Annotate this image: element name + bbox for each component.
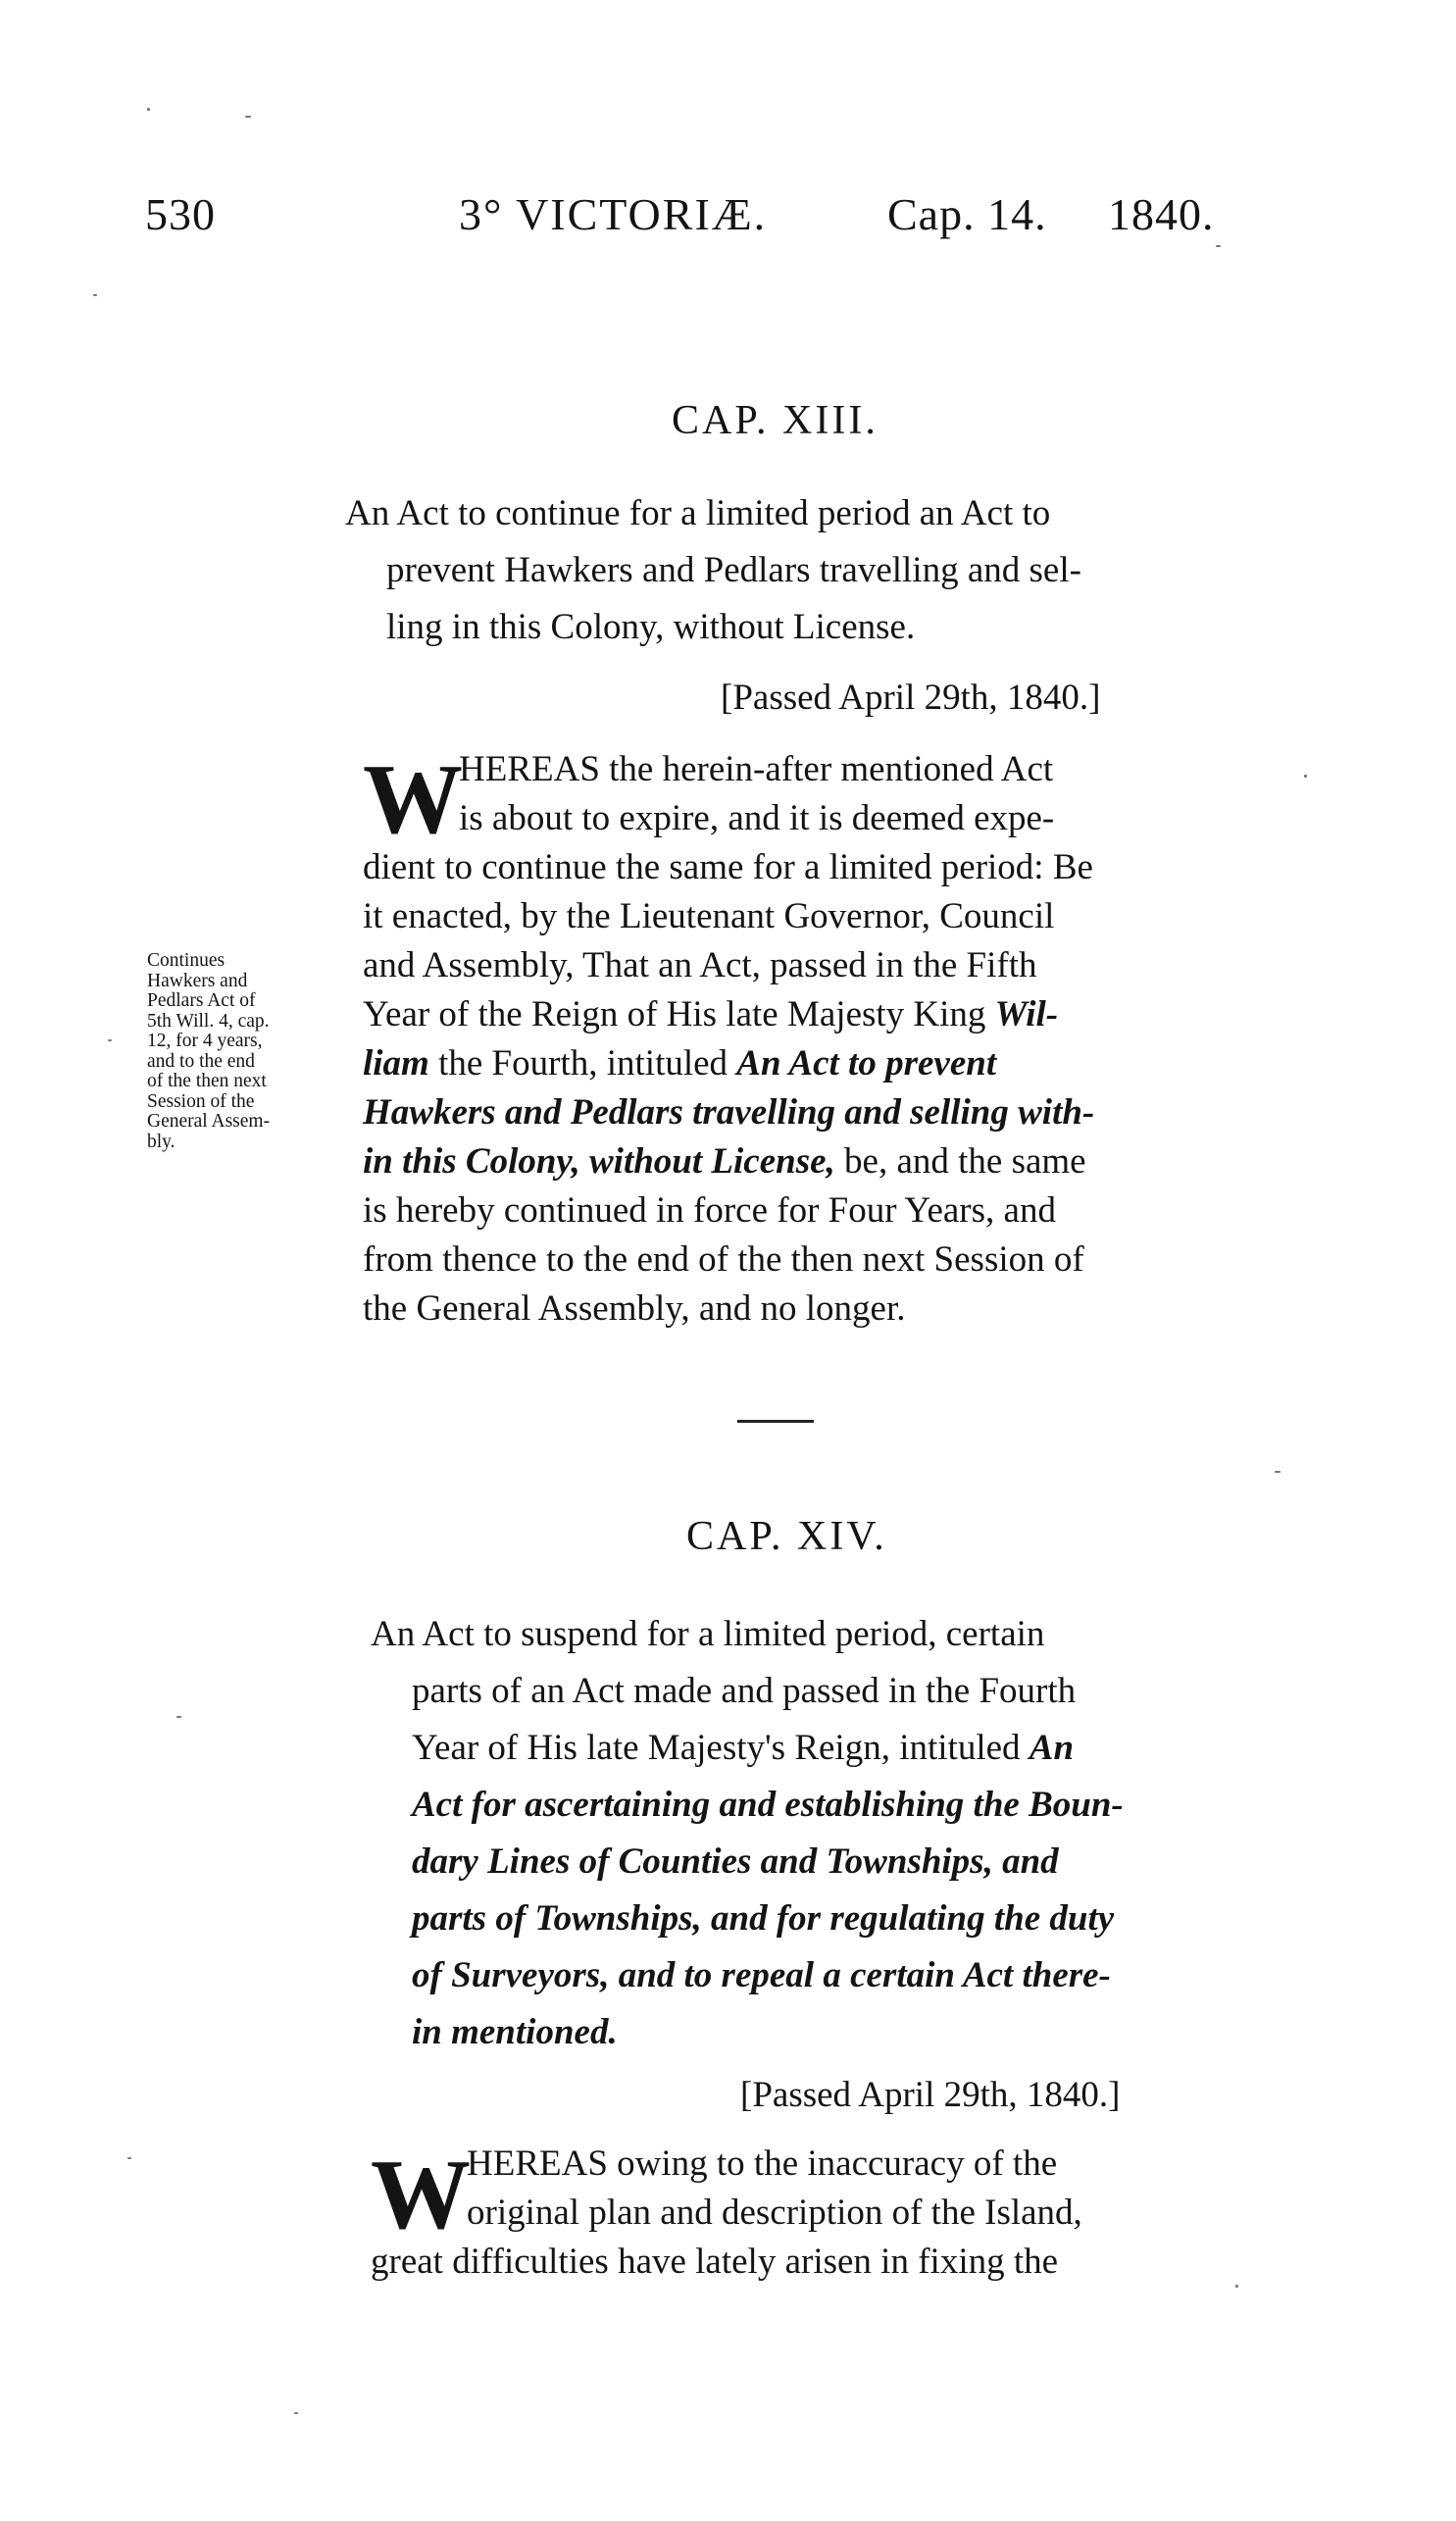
- marginal-note-line: and to the end: [147, 1050, 255, 1072]
- passed-date-14: [Passed April 29th, 1840.]: [740, 2075, 1121, 2115]
- body-italic: Wil-: [994, 994, 1059, 1034]
- body-line: original plan and description of the Island,: [467, 2193, 1082, 2233]
- body-line: and Assembly, That an Act, passed in the Fifth: [363, 945, 1037, 985]
- act-body-13: [363, 745, 1235, 1334]
- marginal-note-line: bly.: [147, 1131, 176, 1152]
- marginal-note-line: Continues: [147, 950, 226, 971]
- drop-cap-13: W: [363, 744, 463, 855]
- body-line: HEREAS owing to the inaccuracy of the: [467, 2143, 1058, 2184]
- body-line: it enacted, by the Lieutenant Governor, Council: [363, 896, 1055, 936]
- passed-date-13: [Passed April 29th, 1840.]: [721, 678, 1101, 718]
- body-italic: liam: [363, 1043, 429, 1084]
- act-title-line: Act for ascertaining and establishing the Boun-: [412, 1785, 1124, 1825]
- marginal-note-line: Hawkers and: [147, 970, 248, 991]
- act-title-line: An Act to suspend for a limited period, certain: [371, 1614, 1045, 1654]
- body-line: [363, 990, 1235, 1039]
- act-title-line: dary Lines of Counties and Townships, and: [412, 1841, 1059, 1882]
- act-title-italic: An: [1029, 1728, 1075, 1768]
- chapter-heading-14: CAP. XIV.: [686, 1514, 887, 1559]
- act-title-line: ling in this Colony, without License.: [386, 607, 916, 647]
- act-title-text: Year of His late Majesty's Reign, intituled: [412, 1728, 1029, 1768]
- marginal-note-line: of the then next: [147, 1071, 267, 1091]
- running-chapter: Cap. 14.: [887, 189, 1047, 239]
- marginal-note-line: 5th Will. 4, cap.: [147, 1010, 270, 1032]
- body-line: dient to continue the same for a limited period: Be: [363, 847, 1093, 887]
- running-title: 3° VICTORIÆ.: [459, 189, 768, 239]
- act-title-line: in mentioned.: [412, 2012, 618, 2052]
- chapter-heading-13: CAP. XIII.: [672, 398, 879, 443]
- body-italic: An Act to prevent: [736, 1043, 997, 1084]
- act-title-line: parts of an Act made and passed in the Fourth: [412, 1671, 1077, 1711]
- body-text: be, and the same: [834, 1141, 1086, 1182]
- act-body-14: [371, 2140, 1243, 2287]
- marginal-note-line: General Assem-: [147, 1111, 271, 1132]
- act-title-line: An Act to continue for a limited period an Act to: [345, 493, 1051, 533]
- body-line: is about to expire, and it is deemed expe-: [459, 798, 1055, 838]
- act-title-line: [371, 1720, 1253, 1777]
- body-line: [363, 1137, 1235, 1186]
- running-year: 1840.: [1108, 189, 1215, 239]
- body-line: HEREAS the herein-after mentioned Act: [459, 749, 1054, 789]
- act-title-line: parts of Townships, and for regulating the duty: [412, 1898, 1115, 1939]
- drop-cap-14: W: [371, 2140, 471, 2250]
- marginal-note: [147, 951, 343, 1152]
- body-text: the Fourth, intituled: [428, 1043, 737, 1084]
- act-title-line: of Surveyors, and to repeal a certain Act there-: [412, 1955, 1111, 1995]
- section-divider: [737, 1420, 814, 1423]
- body-text: Year of the Reign of His late Majesty King: [363, 994, 986, 1034]
- act-title-14: [371, 1606, 1253, 2061]
- act-title-13: [345, 485, 1228, 656]
- body-line: the General Assembly, and no longer.: [363, 1288, 906, 1329]
- body-line: Hawkers and Pedlars travelling and selling with-: [363, 1092, 1095, 1133]
- marginal-note-line: Pedlars Act of: [147, 990, 256, 1011]
- page-number: 530: [145, 189, 216, 239]
- marginal-note-line: 12, for 4 years,: [147, 1031, 263, 1051]
- body-italic: in this Colony, without License,: [363, 1141, 835, 1182]
- act-title-line: prevent Hawkers and Pedlars travelling and sel-: [386, 550, 1081, 590]
- body-line: [363, 1039, 1235, 1088]
- body-line: great difficulties have lately arisen in fixing the: [371, 2242, 1059, 2282]
- marginal-note-line: Session of the: [147, 1090, 255, 1112]
- body-line: is hereby continued in force for Four Years, and: [363, 1190, 1056, 1231]
- body-line: from thence to the end of the then next Session of: [363, 1239, 1084, 1280]
